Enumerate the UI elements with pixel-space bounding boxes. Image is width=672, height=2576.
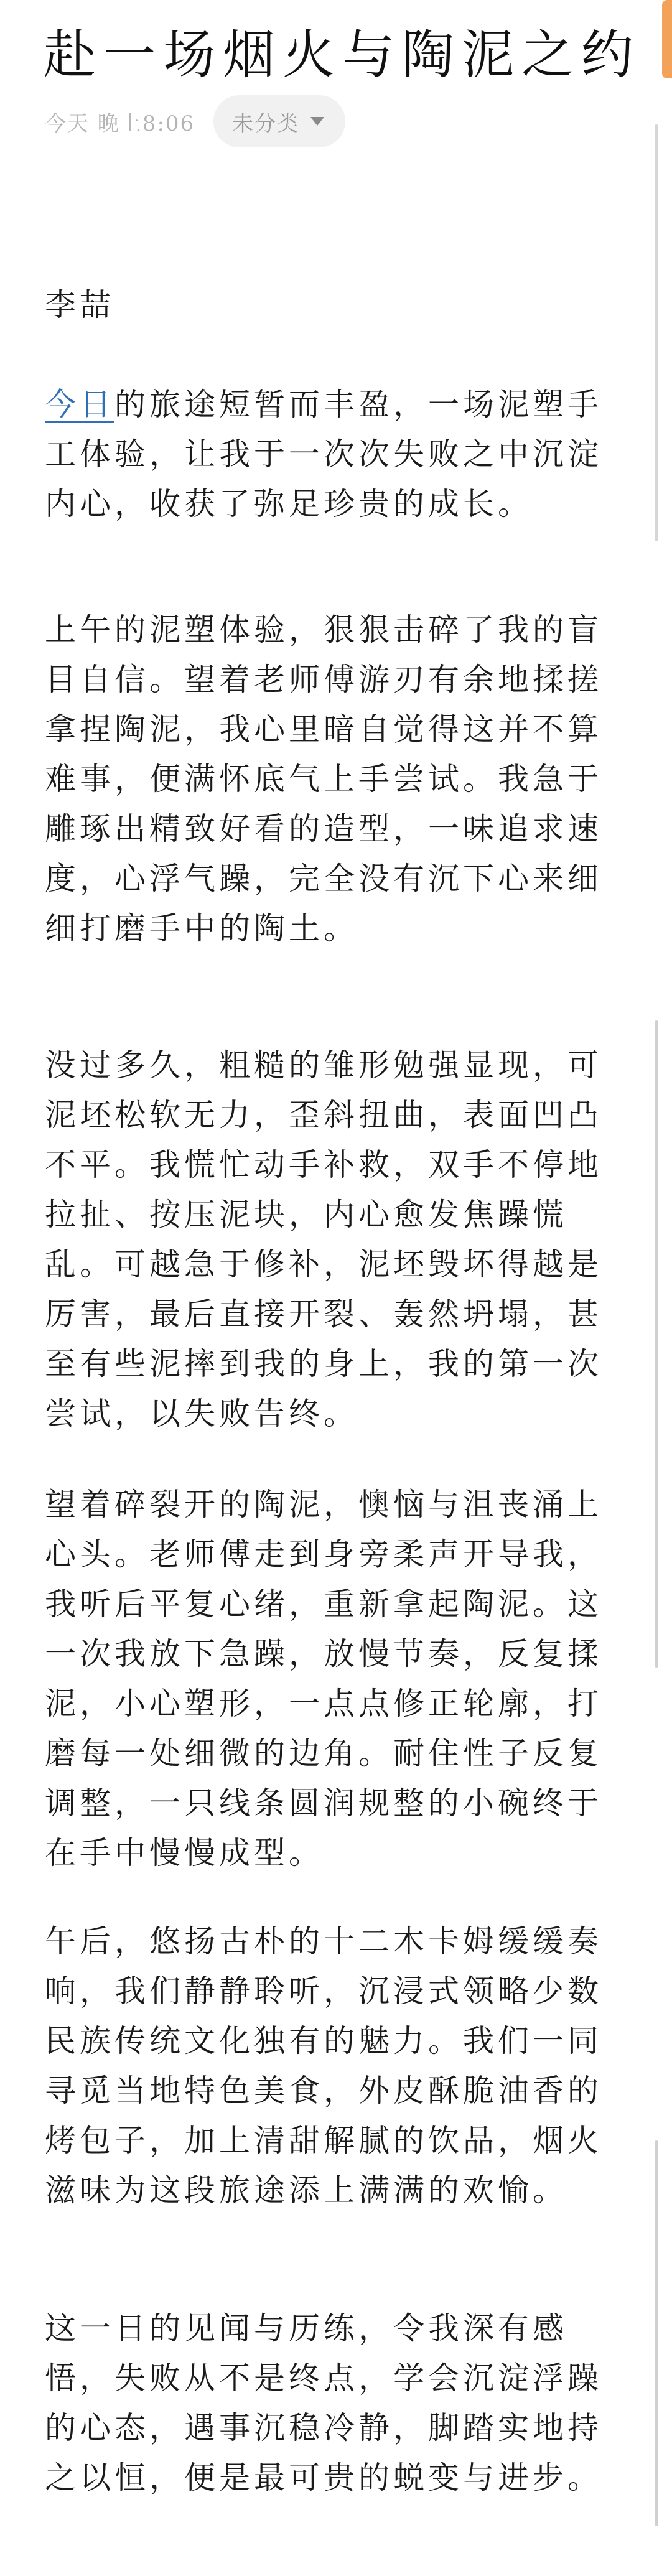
scroll-position-accent — [662, 0, 672, 78]
paragraph-1[interactable] — [45, 380, 630, 529]
paragraph-3[interactable]: 没过多久，粗糙的雏形勉强显现，可泥坯松软无力，歪斜扭曲，表面凹凸不平。我慌忙动手补救，双手不停地拉扯、按压泥块，内心愈发焦躁慌乱。可越急于修补，泥坯毁坏得越是厉害，最后直接开裂、轰然坍塌，甚至有些泥摔到我的身上，我的第一次尝试，以失败告终。 — [45, 1047, 602, 1432]
scrollbar[interactable] — [655, 1020, 658, 1668]
note-date: 今天 晚上8:06 — [45, 111, 195, 136]
paragraph-4[interactable]: 望着碎裂开的陶泥，懊恼与沮丧涌上心头。老师傅走到身旁柔声开导我，我听后平复心绪，重新拿起陶泥。这一次我放下急躁，放慢节奏，反复揉泥，小心塑形，一点点修正轮廓，打磨每一处细微的边角。耐住性子反复调整，一只线条圆润规整的小碗终于在手中慢慢成型。 — [45, 1486, 602, 1871]
chevron-down-icon — [310, 117, 324, 126]
paragraph-5[interactable]: 午后，悠扬古朴的十二木卡姆缓缓奏响，我们静静聆听，沉浸式领略少数民族传统文化独有的魅力。我们一同寻觅当地特色美食，外皮酥脆油香的烤包子，加上清甜解腻的饮品，烟火滋味为这段旅途添上满满的欢愉。 — [45, 1923, 602, 2208]
category-label: 未分类 — [232, 111, 300, 136]
scrollbar[interactable] — [655, 2140, 658, 2526]
date-link[interactable]: 今日 — [45, 386, 114, 422]
paragraph-2[interactable]: 上午的泥塑体验，狠狠击碎了我的盲目自信。望着老师傅游刃有余地揉搓拿捏陶泥，我心里暗自觉得这并不算难事，便满怀底气上手尝试。我急于雕琢出精致好看的造型，一味追求速度，心浮气躁，完全没有沉下心来细细打磨手中的陶土。 — [45, 612, 602, 946]
paragraph-1-text: 的旅途短暂而丰盈，一场泥塑手工体验，让我于一次次失败之中沉淀内心，收获了弥足珍贵的成长。 — [45, 386, 602, 522]
category-selector[interactable] — [213, 95, 345, 147]
author-name[interactable]: 李喆 — [45, 287, 114, 323]
note-title[interactable]: 赴一场烟火与陶泥之约 — [44, 24, 642, 85]
scrollbar[interactable] — [655, 124, 658, 541]
paragraph-6[interactable]: 这一日的见闻与历练，令我深有感悟，失败从不是终点，学会沉淀浮躁的心态，遇事沉稳冷静，脚踏实地持之以恒，便是最可贵的蜕变与进步。 — [45, 2310, 602, 2496]
note-meta — [45, 93, 345, 149]
